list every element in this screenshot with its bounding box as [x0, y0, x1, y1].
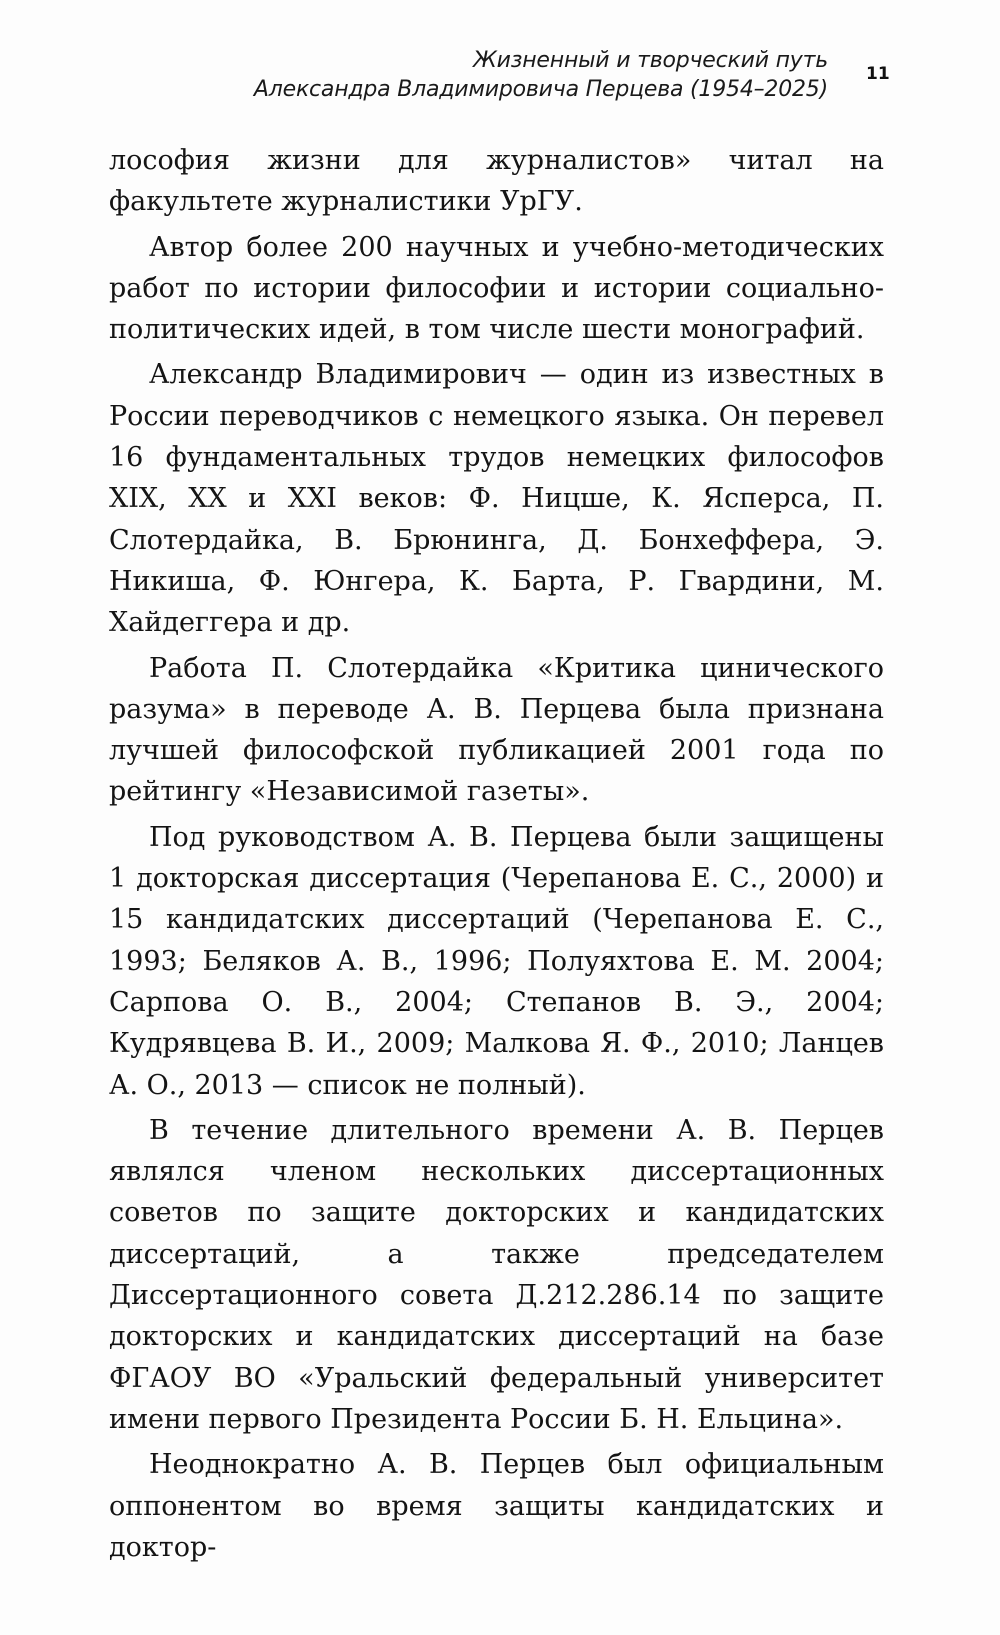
paragraph-award: Работа П. Слотердайка «Критика цинического разума» в переводе А. В. Перцева была признана лучшей философской публикацией 2001 года по рейтингу «Независимой газеты». [109, 652, 884, 808]
page-number: 11 [866, 64, 890, 84]
running-head-line-2: Александра Владимировича Перцева (1954–2025) [253, 77, 828, 102]
paragraph-opponent: Неоднократно А. В. Перцев был официальным оппонентом во время защиты кандидатских и доктор- [109, 1449, 884, 1563]
body-text [109, 140, 884, 1572]
paragraph-continuation: лософия жизни для журналистов» читал на факультете журналистики УрГУ. [109, 145, 884, 218]
running-head-line-1: Жизненный и творческий путь [473, 48, 828, 73]
running-head [254, 46, 828, 104]
paragraph-translations: Александр Владимирович — один из известных в России переводчиков с немецкого языка. Он перевел 16 фундаментальных трудов немецких философов XIX, XX и XXI веков: Ф. Ницше, К. Ясперса, П. Слотердайка, В. Брюнинга, Д. Бонхеффера, Э. Никиша, Ф. Юнгера, К. Барта, Р. Гвардини, М. Хайдеггера и др. [109, 359, 884, 639]
paragraph-dissertations: Под руководством А. В. Перцева были защищены 1 докторская диссертация (Черепанова Е. С., 2000) и 15 кандидатских диссертаций (Черепанова Е. С., 1993; Беляков А. В., 1996; Полуяхтова Е. М. 2004; Сарпова О. В., 2004; Степанов В. Э., 2004; Кудрявцева В. И., 2009; Малкова Я. Ф., 2010; Ланцев А. О., 2013 — список не полный). [109, 821, 884, 1101]
paragraph-councils: В течение длительного времени А. В. Перцев являлся членом нескольких диссертационных советов по защите докторских и кандидатских диссертаций, а также председателем Диссертационного совета Д.212.286.14 по защите докторских и кандидатских диссертаций на базе ФГАОУ ВО «Уральский федеральный университет имени первого Президента России Б. Н. Ельцина». [109, 1114, 884, 1435]
paragraph-publications: Автор более 200 научных и учебно-методических работ по истории философии и истории социально-политических идей, в том числе шести монографий. [109, 231, 884, 346]
